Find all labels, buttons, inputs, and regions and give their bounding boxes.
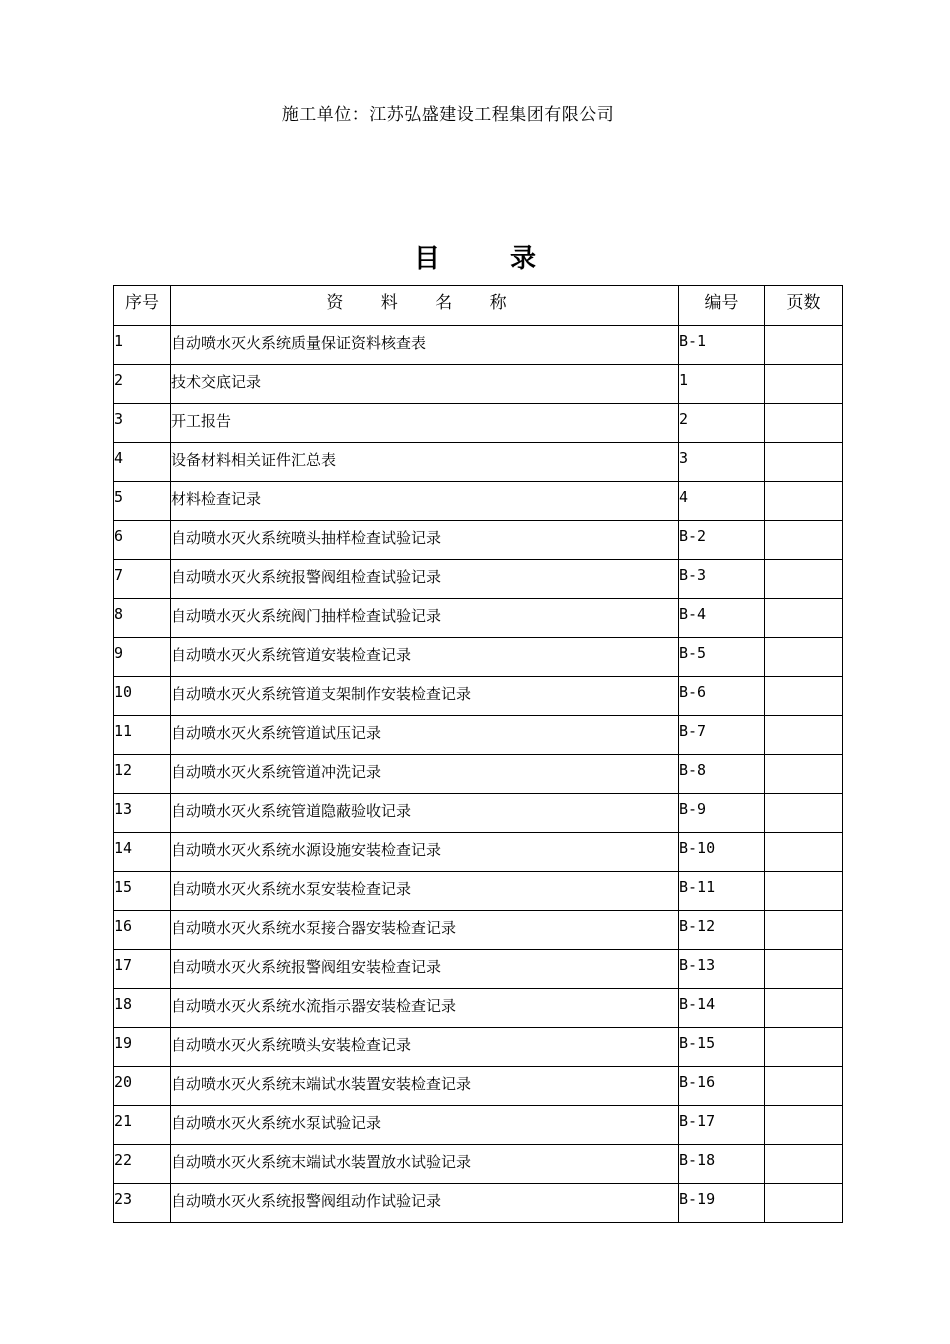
row-code: B-17 (679, 1106, 765, 1145)
table-row (114, 716, 843, 755)
row-pages (765, 950, 843, 989)
row-code: B-2 (679, 521, 765, 560)
row-name: 材料检查记录 (171, 482, 679, 521)
row-code: B-12 (679, 911, 765, 950)
row-pages (765, 326, 843, 365)
row-name: 自动喷水灭火系统报警阀组动作试验记录 (171, 1184, 679, 1223)
header-pages: 页数 (765, 286, 843, 326)
row-pages (765, 1145, 843, 1184)
row-code: B-6 (679, 677, 765, 716)
row-name: 自动喷水灭火系统管道隐蔽验收记录 (171, 794, 679, 833)
row-number: 2 (114, 365, 171, 404)
row-code: 3 (679, 443, 765, 482)
row-number: 11 (114, 716, 171, 755)
row-code: B-3 (679, 560, 765, 599)
row-pages (765, 404, 843, 443)
row-code: B-16 (679, 1067, 765, 1106)
row-name: 自动喷水灭火系统报警阀组检查试验记录 (171, 560, 679, 599)
row-number: 22 (114, 1145, 171, 1184)
row-name: 自动喷水灭火系统管道冲洗记录 (171, 755, 679, 794)
row-pages (765, 677, 843, 716)
header-code: 编号 (679, 286, 765, 326)
row-number: 19 (114, 1028, 171, 1067)
row-number: 21 (114, 1106, 171, 1145)
row-number: 10 (114, 677, 171, 716)
row-number: 12 (114, 755, 171, 794)
row-number: 15 (114, 872, 171, 911)
row-pages (765, 833, 843, 872)
row-name: 自动喷水灭火系统末端试水装置放水试验记录 (171, 1145, 679, 1184)
row-code: B-11 (679, 872, 765, 911)
row-name: 自动喷水灭火系统阀门抽样检查试验记录 (171, 599, 679, 638)
row-pages (765, 716, 843, 755)
table-row (114, 989, 843, 1028)
row-name: 设备材料相关证件汇总表 (171, 443, 679, 482)
row-name: 自动喷水灭火系统水泵试验记录 (171, 1106, 679, 1145)
row-pages (765, 521, 843, 560)
title-char-1: 目 (413, 244, 440, 274)
table-row (114, 1145, 843, 1184)
row-pages (765, 1028, 843, 1067)
row-pages (765, 1067, 843, 1106)
row-pages (765, 365, 843, 404)
row-code: B-15 (679, 1028, 765, 1067)
row-code: B-10 (679, 833, 765, 872)
row-code: B-9 (679, 794, 765, 833)
row-code: 2 (679, 404, 765, 443)
row-pages (765, 911, 843, 950)
row-name: 技术交底记录 (171, 365, 679, 404)
row-code: B-19 (679, 1184, 765, 1223)
row-pages (765, 872, 843, 911)
row-name: 自动喷水灭火系统质量保证资料核查表 (171, 326, 679, 365)
page-title (0, 238, 950, 275)
row-name: 自动喷水灭火系统水源设施安装检查记录 (171, 833, 679, 872)
row-code: 1 (679, 365, 765, 404)
row-number: 14 (114, 833, 171, 872)
table-row (114, 482, 843, 521)
row-name: 开工报告 (171, 404, 679, 443)
row-name: 自动喷水灭火系统喷头抽样检查试验记录 (171, 521, 679, 560)
toc-header-row (114, 286, 843, 326)
row-number: 1 (114, 326, 171, 365)
row-number: 6 (114, 521, 171, 560)
table-row (114, 521, 843, 560)
row-pages (765, 794, 843, 833)
row-number: 3 (114, 404, 171, 443)
row-number: 17 (114, 950, 171, 989)
row-number: 4 (114, 443, 171, 482)
row-number: 5 (114, 482, 171, 521)
toc-table (113, 285, 843, 1223)
table-row (114, 365, 843, 404)
row-pages (765, 1184, 843, 1223)
row-pages (765, 989, 843, 1028)
row-pages (765, 560, 843, 599)
row-number: 23 (114, 1184, 171, 1223)
row-code: B-5 (679, 638, 765, 677)
table-row (114, 1028, 843, 1067)
table-row (114, 872, 843, 911)
table-row (114, 833, 843, 872)
table-row (114, 326, 843, 365)
row-name: 自动喷水灭火系统管道安装检查记录 (171, 638, 679, 677)
row-name: 自动喷水灭火系统水泵安装检查记录 (171, 872, 679, 911)
table-row (114, 1067, 843, 1106)
row-pages (765, 638, 843, 677)
table-row (114, 677, 843, 716)
row-code: 4 (679, 482, 765, 521)
table-row (114, 794, 843, 833)
row-name: 自动喷水灭火系统报警阀组安装检查记录 (171, 950, 679, 989)
row-number: 20 (114, 1067, 171, 1106)
row-number: 18 (114, 989, 171, 1028)
table-row (114, 950, 843, 989)
title-char-2: 录 (510, 244, 537, 274)
table-row (114, 599, 843, 638)
row-number: 16 (114, 911, 171, 950)
row-name: 自动喷水灭火系统末端试水装置安装检查记录 (171, 1067, 679, 1106)
row-number: 7 (114, 560, 171, 599)
row-pages (765, 755, 843, 794)
row-pages (765, 1106, 843, 1145)
row-number: 8 (114, 599, 171, 638)
row-name: 自动喷水灭火系统喷头安装检查记录 (171, 1028, 679, 1067)
row-name: 自动喷水灭火系统管道支架制作安装检查记录 (171, 677, 679, 716)
row-pages (765, 599, 843, 638)
row-name: 自动喷水灭火系统水流指示器安装检查记录 (171, 989, 679, 1028)
table-row (114, 404, 843, 443)
row-number: 13 (114, 794, 171, 833)
header-no: 序号 (114, 286, 171, 326)
table-row (114, 1106, 843, 1145)
company-line: 施工单位：江苏弘盛建设工程集团有限公司 (281, 105, 615, 125)
row-code: B-4 (679, 599, 765, 638)
table-row (114, 443, 843, 482)
table-row (114, 755, 843, 794)
row-code: B-8 (679, 755, 765, 794)
table-row (114, 1184, 843, 1223)
row-code: B-14 (679, 989, 765, 1028)
row-pages (765, 482, 843, 521)
row-number: 9 (114, 638, 171, 677)
row-pages (765, 443, 843, 482)
row-code: B-13 (679, 950, 765, 989)
table-row (114, 560, 843, 599)
row-code: B-7 (679, 716, 765, 755)
table-row (114, 911, 843, 950)
row-name: 自动喷水灭火系统水泵接合器安装检查记录 (171, 911, 679, 950)
header-name: 资 料 名 称 (171, 286, 679, 326)
row-code: B-1 (679, 326, 765, 365)
table-row (114, 638, 843, 677)
row-code: B-18 (679, 1145, 765, 1184)
row-name: 自动喷水灭火系统管道试压记录 (171, 716, 679, 755)
